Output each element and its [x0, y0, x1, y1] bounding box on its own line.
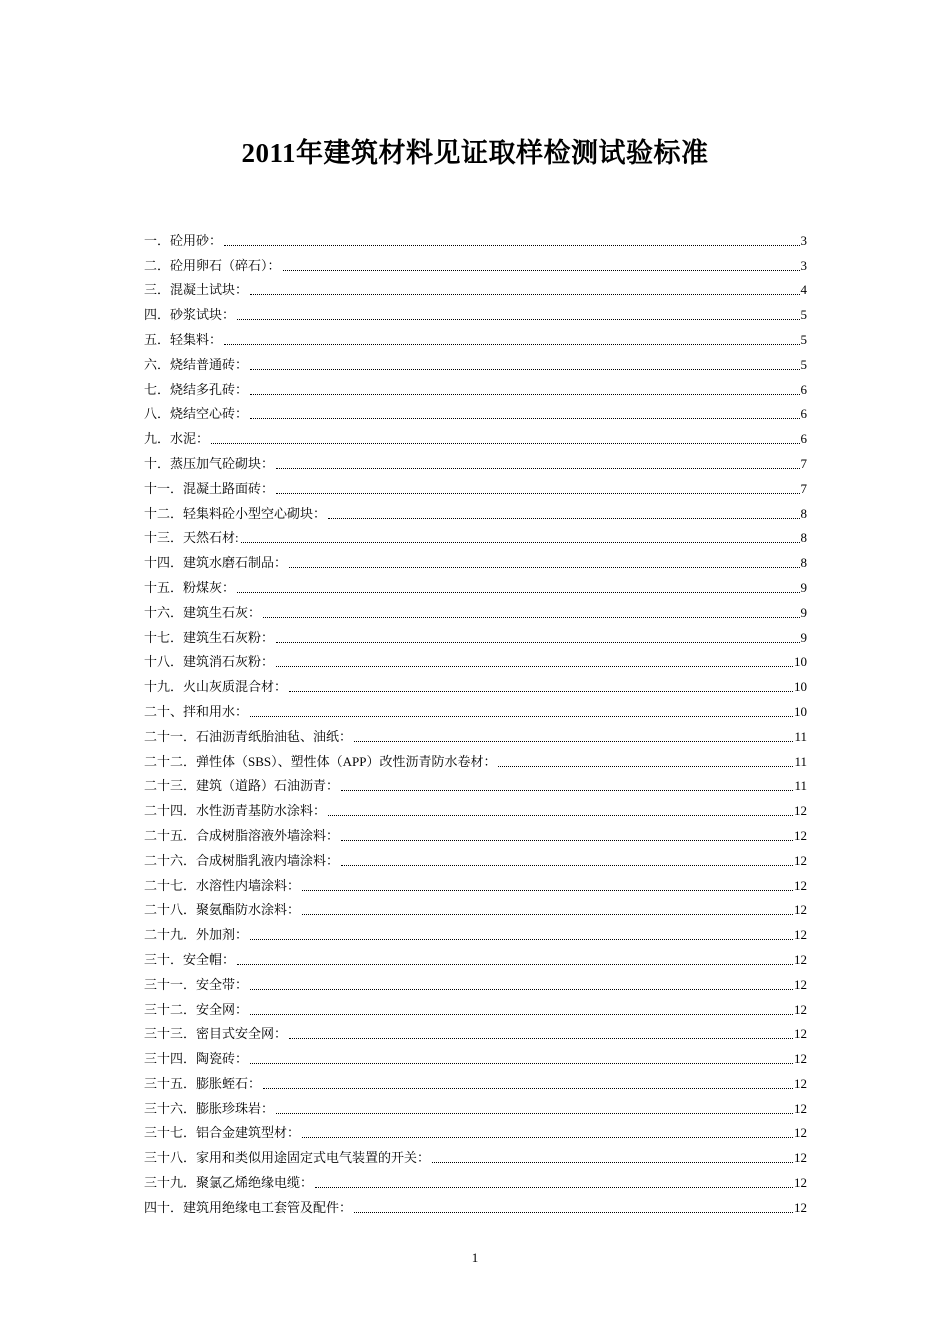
toc-entry[interactable]	[144, 1143, 807, 1168]
toc-entry-page: 12	[794, 927, 807, 943]
toc-dot-leader	[263, 1087, 793, 1089]
toc-entry-page: 3	[800, 257, 807, 273]
toc-entry-page: 11	[794, 778, 807, 794]
toc-entry-label: 二十七．水溶性内墙涂料：	[144, 877, 301, 893]
toc-entry[interactable]	[144, 796, 807, 821]
toc-entry-label: 三十七．铝合金建筑型材：	[144, 1125, 301, 1141]
toc-entry[interactable]	[144, 920, 807, 945]
toc-entry-label: 四．砂浆试块：	[144, 307, 236, 323]
toc-entry-page: 9	[800, 579, 807, 595]
toc-entry[interactable]	[144, 375, 807, 400]
toc-entry[interactable]	[144, 970, 807, 995]
toc-entry-label: 三十四．陶瓷砖：	[144, 1051, 249, 1067]
toc-dot-leader	[341, 864, 793, 866]
toc-entry-page: 7	[800, 480, 807, 496]
toc-dot-leader	[276, 492, 799, 494]
toc-dot-leader	[315, 1186, 793, 1188]
toc-entry[interactable]	[144, 424, 807, 449]
toc-entry-label: 二十三．建筑（道路）石油沥青：	[144, 778, 340, 794]
toc-entry-page: 7	[800, 455, 807, 471]
toc-entry[interactable]	[144, 747, 807, 772]
toc-entry-label: 三十八．家用和类似用途固定式电气装置的开关：	[144, 1150, 431, 1166]
toc-entry-page: 12	[794, 1125, 807, 1141]
toc-entry-label: 二十六．合成树脂乳液内墙涂料：	[144, 852, 340, 868]
toc-entry-page: 9	[800, 629, 807, 645]
toc-dot-leader	[237, 963, 793, 965]
toc-entry[interactable]	[144, 325, 807, 350]
toc-dot-leader	[328, 814, 793, 816]
toc-entry[interactable]	[144, 648, 807, 673]
toc-dot-leader	[341, 839, 793, 841]
toc-entry[interactable]	[144, 499, 807, 524]
toc-entry[interactable]	[144, 1020, 807, 1045]
toc-dot-leader	[250, 368, 799, 370]
toc-entry-label: 十一．混凝土路面砖：	[144, 480, 275, 496]
toc-dot-leader	[283, 269, 800, 271]
toc-dot-leader	[250, 715, 793, 717]
toc-entry-label: 二．砼用卵石（碎石）：	[144, 257, 281, 273]
toc-entry-page: 5	[800, 331, 807, 347]
toc-entry-label: 三十．安全帽：	[144, 951, 236, 967]
toc-entry[interactable]	[144, 400, 807, 425]
toc-entry-page: 10	[794, 654, 807, 670]
toc-entry-page: 12	[794, 803, 807, 819]
toc-entry-label: 三十五．膨胀蛭石：	[144, 1075, 262, 1091]
toc-entry-page: 11	[794, 728, 807, 744]
table-of-contents	[144, 226, 807, 1218]
toc-entry[interactable]	[144, 1119, 807, 1144]
toc-entry[interactable]	[144, 573, 807, 598]
toc-dot-leader	[302, 1136, 793, 1138]
toc-entry-page: 12	[794, 1199, 807, 1215]
toc-entry-page: 12	[794, 827, 807, 843]
toc-entry-label: 十八．建筑消石灰粉：	[144, 654, 275, 670]
toc-entry[interactable]	[144, 772, 807, 797]
toc-entry-label: 三十九．聚氯乙烯绝缘电缆：	[144, 1175, 314, 1191]
toc-entry-page: 12	[794, 852, 807, 868]
toc-entry-page: 12	[794, 902, 807, 918]
toc-entry-page: 3	[800, 232, 807, 248]
toc-entry-page: 12	[794, 976, 807, 992]
toc-entry[interactable]	[144, 449, 807, 474]
toc-dot-leader	[276, 467, 799, 469]
toc-dot-leader	[237, 591, 799, 593]
toc-entry-page: 11	[794, 753, 807, 769]
toc-entry-label: 二十二．弹性体（SBS）、塑性体（APP）改性沥青防水卷材：	[144, 753, 497, 769]
toc-entry-page: 12	[794, 1051, 807, 1067]
toc-entry[interactable]	[144, 1094, 807, 1119]
toc-entry-label: 二十四．水性沥青基防水涂料：	[144, 803, 327, 819]
toc-entry-page: 12	[794, 1100, 807, 1116]
toc-entry-label: 十二．轻集料砼小型空心砌块：	[144, 505, 327, 521]
toc-entry[interactable]	[144, 821, 807, 846]
toc-entry[interactable]	[144, 697, 807, 722]
toc-dot-leader	[250, 293, 799, 295]
toc-entry-label: 八．烧结空心砖：	[144, 406, 249, 422]
toc-entry[interactable]	[144, 623, 807, 648]
toc-entry[interactable]	[144, 300, 807, 325]
toc-entry-page: 8	[800, 555, 807, 571]
toc-entry[interactable]	[144, 474, 807, 499]
toc-entry[interactable]	[144, 598, 807, 623]
toc-entry-page: 12	[794, 1150, 807, 1166]
toc-entry[interactable]	[144, 1168, 807, 1193]
toc-entry-label: 十九．火山灰质混合材：	[144, 679, 288, 695]
toc-entry-page: 10	[794, 703, 807, 719]
toc-dot-leader	[250, 938, 793, 940]
toc-entry-label: 十七．建筑生石灰粉：	[144, 629, 275, 645]
toc-entry-label: 二十八．聚氨酯防水涂料：	[144, 902, 301, 918]
toc-entry-label: 九．水泥：	[144, 431, 210, 447]
toc-entry[interactable]	[144, 1044, 807, 1069]
toc-entry-page: 8	[800, 530, 807, 546]
toc-dot-leader	[276, 1112, 793, 1114]
toc-entry-label: 七．烧结多孔砖：	[144, 381, 249, 397]
toc-entry-page: 12	[794, 951, 807, 967]
toc-entry[interactable]	[144, 846, 807, 871]
toc-dot-leader	[354, 740, 793, 742]
toc-dot-leader	[237, 318, 799, 320]
toc-entry-page: 12	[794, 1026, 807, 1042]
toc-entry-label: 四十．建筑用绝缘电工套管及配件：	[144, 1199, 353, 1215]
document-title: 2011年建筑材料见证取样检测试验标准	[241, 138, 709, 168]
toc-entry-label: 十六．建筑生石灰：	[144, 604, 262, 620]
toc-dot-leader	[341, 789, 793, 791]
toc-dot-leader	[250, 1062, 793, 1064]
toc-dot-leader	[289, 1037, 793, 1039]
toc-entry[interactable]	[144, 672, 807, 697]
toc-entry-label: 二十九．外加剂：	[144, 927, 249, 943]
toc-entry-label: 二十一．石油沥青纸胎油毡、油纸：	[144, 728, 353, 744]
toc-dot-leader	[250, 417, 799, 419]
toc-dot-leader	[224, 244, 799, 246]
toc-dot-leader	[289, 566, 799, 568]
toc-dot-leader	[241, 541, 800, 543]
toc-dot-leader	[354, 1211, 793, 1213]
toc-entry-page: 4	[800, 282, 807, 298]
toc-entry[interactable]	[144, 350, 807, 375]
toc-dot-leader	[328, 517, 799, 519]
toc-entry-page: 10	[794, 679, 807, 695]
toc-dot-leader	[498, 765, 793, 767]
toc-entry-label: 三十一．安全带：	[144, 976, 249, 992]
toc-dot-leader	[302, 913, 793, 915]
toc-entry-label: 十四．建筑水磨石制品：	[144, 555, 288, 571]
toc-dot-leader	[211, 442, 799, 444]
toc-entry-label: 六．烧结普通砖：	[144, 356, 249, 372]
toc-entry-label: 二十五．合成树脂溶液外墙涂料：	[144, 827, 340, 843]
toc-entry-label: 十三．天然石材:	[144, 530, 239, 546]
toc-entry-label: 三十二．安全网：	[144, 1001, 249, 1017]
toc-entry[interactable]	[144, 251, 807, 276]
toc-dot-leader	[250, 1013, 793, 1015]
toc-entry-label: 三十三．密目式安全网：	[144, 1026, 288, 1042]
toc-entry[interactable]	[144, 896, 807, 921]
toc-entry[interactable]	[144, 524, 807, 549]
toc-entry[interactable]	[144, 548, 807, 573]
toc-entry-label: 十五．粉煤灰：	[144, 579, 236, 595]
toc-entry-page: 12	[794, 1075, 807, 1091]
toc-entry[interactable]	[144, 871, 807, 896]
toc-dot-leader	[289, 690, 793, 692]
toc-entry-page: 6	[800, 431, 807, 447]
toc-dot-leader	[276, 641, 799, 643]
toc-entry-label: 五．轻集料：	[144, 331, 223, 347]
toc-dot-leader	[250, 988, 793, 990]
toc-entry-page: 6	[800, 406, 807, 422]
toc-entry-page: 6	[800, 381, 807, 397]
toc-entry-page: 12	[794, 877, 807, 893]
toc-entry-page: 9	[800, 604, 807, 620]
toc-entry-page: 8	[800, 505, 807, 521]
toc-dot-leader	[263, 616, 799, 618]
toc-entry-label: 三．混凝土试块：	[144, 282, 249, 298]
toc-entry-label: 一．砼用砂：	[144, 232, 223, 248]
toc-entry[interactable]	[144, 1069, 807, 1094]
toc-entry-label: 十．蒸压加气砼砌块：	[144, 455, 275, 471]
toc-entry-label: 二十、拌和用水：	[144, 703, 249, 719]
toc-entry[interactable]	[144, 276, 807, 301]
toc-entry-page: 5	[800, 356, 807, 372]
toc-entry[interactable]	[144, 226, 807, 251]
toc-dot-leader	[432, 1161, 793, 1163]
toc-entry-label: 三十六．膨胀珍珠岩：	[144, 1100, 275, 1116]
toc-entry[interactable]	[144, 945, 807, 970]
toc-dot-leader	[250, 393, 799, 395]
toc-entry[interactable]	[144, 1193, 807, 1218]
toc-entry-page: 12	[794, 1001, 807, 1017]
toc-entry-page: 5	[800, 307, 807, 323]
toc-entry[interactable]	[144, 722, 807, 747]
toc-dot-leader	[224, 343, 799, 345]
page-number: 1	[471, 1250, 479, 1265]
toc-entry-page: 12	[794, 1175, 807, 1191]
toc-entry[interactable]	[144, 995, 807, 1020]
toc-dot-leader	[276, 665, 793, 667]
toc-dot-leader	[302, 889, 793, 891]
